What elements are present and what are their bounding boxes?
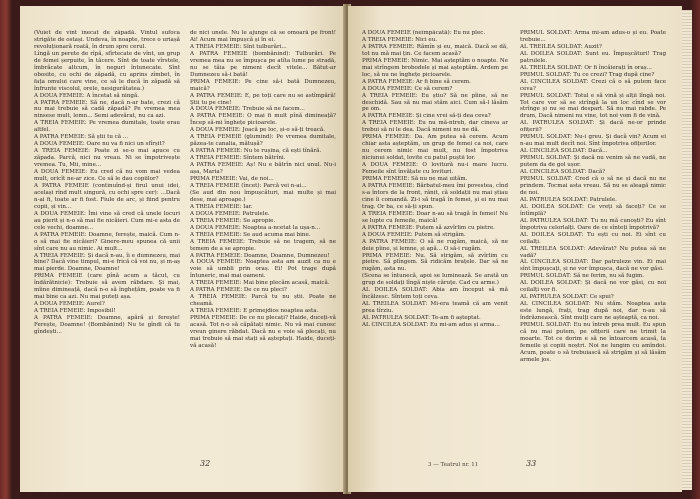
page-edges [682, 10, 692, 490]
left-page-column-2: de nici unele. Nu le ajunge că se omoară pe front! Ai! Acum mai împușcă și în ei. A TREIA FEMEIE: Sînt tulburări... A PATRA FEMEIE (bombănind): Tulburări. Pe vremea mea nu se împușca pe atîta lume pe stradă, nu se tăia pe nimeni decît vitele... Bătut-ar Dumnezeu să-i bată! PRIMA FEMEIE: Pe cine să-i bată Dumnezeu, maică? A PATRA FEMEIE: E, pe toți care nu se astîmpără! Știi tu pe cine! A DOUA FEMEIE: Trebuie să ne facem... A PATRA FEMEIE: O mai fi mult pînă dimineață? Încep să-mi înghețe picioarele. A DOUA FEMEIE: Joacă pe loc, și-o să-ți treacă. A TREIA FEMEIE (glumind): Pe vremea dumitale, păzea-te canalia, mătușă? A PATRA FEMEIE: Nu te rușina, că ești tînără. A TREIA FEMEIE: Sîntem bătrîni. A PATRA FEMEIE: Aș! Nu e bătrîn nici unul. Nu-i așa, Maria? PRIMA FEMEIE: Vai, de noi... A TREIA FEMEIE (încet): Parcă vei n-ai... (Se aud din nou împușcături, mai multe și mai dese, mai aproape.) A TREIA FEMEIE: Iar. A DOUA FEMEIE: Patrulele. A TREIA FEMEIE: Se apropie. A DOUA FEMEIE: Noaptea a-ncetat la ușa-n... A TREIA FEMEIE: Se aud acuma mai bine. A TREIA FEMEIE: Trebuie să ne tragem, să ne temem de a se apropie. A PATRA FEMEIE: Doamne, Doamne, Dumnezeu! A DOUA FEMEIE: Noaptea asta am auzit ca nu e voie să umbli prin oraș. Ei! Pot trage după întuneric, mai mai oameni. A TREIA FEMEIE: Mai bine plecăm acasă, maică. A PATRA FEMEIE: De ce nu pleci? A TREIA FEMEIE: Parcă tu nu știi. Poate ne cheamă. A TREIA FEMEIE: E primejdios noaptea asta. PRIMA FEMEIE: De ce nu plecați? Haide, duceți-vă acasă. Tot n-o să căpătați nimic. Nu vă mai cunosc vreun ginere răbdat. Dacă nu e voie să plecați, nu mai trebuie să mai stați să așteptați. Haide, duceți-vă acasă! [190, 30, 336, 349]
right-page-column-2: PRIMUL SOLDAT: Arma mi-am adus-o și eu. Poate trebuie... AL TREILEA SOLDAT: Auzit? AL DOILEA SOLDAT: Sunt eu. Împușcături! Trag patrulele. AL TREILEA SOLDAT: Or fi încăierați în oraș... PRIMUL SOLDAT: Tu ce crezi? Trag după cine? AL CINCILEA SOLDAT: Crezi că o să putem face ceva? PRIMUL SOLDAT: Totul e să vină și alții lîngă noi. Tot care vor să se strîngă la un loc cînd se vor strînge și nu se mai despart. Să nu mai rabde. Pe drum, Dacă nimeni nu vine, tot noi vom fi de vină. AL PATRULEA SOLDAT: Și dacă ne-or prinde ofițerii? PRIMUL SOLDAT: Nu-i greu. Și dacă vin? Acum ei n-au mai mult decît noi. Sînt împotriva ofițerilor. AL CINCILEA SOLDAT: Dacă... PRIMUL SOLDAT: Și dacă nu venim să ne vadă, ne putem da de gol ușor. AL CINCILEA SOLDAT: Dacă? PRIMUL SOLDAT: Cred că o să ne și dacă nu ne prindem. Tocmai asta vreau. Să nu se aleagă nimic de noi. AL PATRULEA SOLDAT: Patrulele. AL DOILEA SOLDAT: Ce vreți să faceți? Ce se întîmplă? AL PATRULEA SOLDAT: Tu nu mă cunoști? Eu sînt împotriva celorlalți. Oare de ce sînteți împotrivă? AL DOILEA SOLDAT: Tu ești cu noi. Ei sînt cu ceilalți. AL TREILEA SOLDAT: Adevărat? Nu putea să ne vadă? AL CINCILEA SOLDAT: Dar patruleze vin. Ei mai sînt împușcați, și ne vor împușca, dacă ne vor găsi. PRIMUL SOLDAT: Să ne ferim, nu să fugim. AL DOILEA SOLDAT: Și dacă ne vor găsi, cu noi ceilalți vor fi. AL PATRULEA SOLDAT: Ce spui? AL CINCILEA SOLDAT: Nu stăm. Noaptea asta este lungă, frați, trag după noi, dar n-au să îndrăznească. Sînt mulți care ne așteaptă, ca noi. PRIMUL SOLDAT: Eu nu întreb prea mult. Eu spun că nu mai putem, pe ofițerii care ne trimit la moarte. Tot ce dorim e să ne întoarcem acasă, la femeile și copiii noștri. Noi ne lungim cu amîndoi. Acum, poate o să trebuiască să strigăm și să lăsăm armele jos. [520, 30, 666, 363]
left-page [20, 6, 346, 492]
right-page-column-1: A DOUA FEMEIE (neîmpăcată): Eu nu plec. A TREIA FEMEIE: Nici eu. A PATRA FEMEIE: Rămîn și eu, maică. Dacă se dă, tot nu mă mai țin. Ce facem acasă? PRIMA FEMEIE: Nimic. Mai așteptăm o noapte. Ne mai strîngem brobodele și mai așteptăm. Ardem pe loc, să nu ne înghețe picioarele. A PATRA FEMEIE: Ar fi bine să cerem. A DOUA FEMEIE: Ce să cerem? A TREIA FEMEIE: Eu știu? Să ne pîine, să ne deschidă. Sau să nu mai stăm aici. Cum să-l lăsăm pe om. A PATRA FEMEIE: Și cine vrei să-ți dea ceva? A TREIA FEMEIE: Eu nu mă-ntreb, dar cineva ar trebui să ni le dea. Dacă nimeni nu ne dă. PRIMA FEMEIE: Da. Am putea să cerem. Acum chiar asta așteptăm, un grup de femei ca noi, care nu cerem nimic mai mult, nu fost împotriva niciunui soldat, lovite cu patul puștii lor. A DOUA FEMEIE: O lovitură nu-i mare lucru. Femeile sînt învățate cu lovituri. PRIMA FEMEIE: Să nu ne mai uităm. A PATRA FEMEIE: Bărbatul-meu îmi povestea, cînd s-a întors de la front, rănit, că soldații nu mai știau cine îi comandă. Zi-i să tragă în femei, și ei nu mai trag. Or ba, ce să-ți spun. A TREIA FEMEIE: Doar n-au să tragă în femei! Nu se lupte cu femeile, maică! A PATRA FEMEIE: Putem să azvîrlim cu pietre. A DOUA FEMEIE: Putem să strigăm. A PATRA FEMEIE: O să ne rugăm, maică, să ne deie pîine, și lemne, și apă... O să-i rugăm. PRIMA FEMEIE: Nu. Să strigăm, să zvîrlim cu pietre. Să plîngem. Să ridicăm brațele. Dar să ne rugăm, asta nu. (Scena se întunecă, apoi se luminează. Se arată un grup de soldați lîngă niște căruțe. Cad cu arme.) AL DOILEA SOLDAT: Abia am început să mă încălzesc. Sîntem toți ceva. AL TREILEA SOLDAT: Mi-era teamă că am venit prea tîrziu. AL PATRULEA SOLDAT: Te-am fi așteptat. AL CINCILEA SOLDAT: Eu mi-am adus și arma... [362, 30, 508, 329]
right-page [348, 6, 682, 492]
right-page-number: 33 [526, 459, 537, 468]
signature-mark: 3 — Teatrul nr. 11 [428, 462, 479, 468]
left-page-column-1: (Vuiet de vînt înecat de zăpadă. Vîntul sufoca strigăte de ostași. Undeva, în noapte, trece o uriașă revoluționară roată, în drum spre cerul. Lîngă un perete de rîpă, sfîrtecate de vînt, un grup de femei șerpuite, în tăcere. Sînt de toate vîrstele, îmbrăcate altcum, în neguri întunecate. Sînt obosite, cu ochi de zăpadă, cu aprins zîmbet, în fața omului care vine, ce să le ducă în zăpadă să înfrunte viscolul, orele, nesigurătatea.) A DOUA FEMEIE: A încetat să ningă. A PATRA FEMEIE: Să ne, dacă n-ar bate, crezi că nu mai trebuie să cadă zăpadă? Pe vremea mea ninsese mult, lemn... Semi adevărat, nu ca azi. A TREIA FEMEIE: Pe vremea dumitale, toate erau altfel. A PATRA FEMEIE: Să știi tu că ... A DOUA FEMEIE: Oare nu va fi nici un sfîrșit? A TREIA FEMEIE: Poate zi se-o mai apuce cu zăpada. Parcă, nici nu vreau. Ni se împotrivește vremea. Tu, Mii, mine... A DOUA FEMEIE: Eu cred că nu vom mai vedea mult, oricît ne-ar zice. Ce să le dau copiilor? A PATRA FEMEIE (continuînd-și firul unui idei, același rînd mult singură, cu ochi spre cer): ...Dacă n-ai fi, toate ar fi fost. Fiule de arc, și fiind pentru copii, și vin... A DOUA FEMEIE: Îmi vine să cred că unele locuri au pierit și n-o să mai fie nicăieri. Cum mi-e asta de cele vechi, doamne... A PATRA FEMEIE: Doamne, ferește, maică. Cum n-o să mai fie nicăieri? Ginere-meu spunea că unii sînt care nu au nimic. Ai mult... A TREIA FEMEIE: Și dacă n-au, îi e dumnezeu, mai bine? Dacă vine timpul, mi-e frică că voi nu, și m-aș mai pierde. Doamne, Doamne! PRIMA FEMEIE (care pînă acum a tăcut, cu îndărătnicie): Trebuie să avem răbdare. Și mai, mîine dimineață, dacă n-o să înghețăm, poate va fi mai bine ca azi. Nu mai puteți așa. A DOUA FEMEIE: Aurel? A TREIA FEMEIE: Imposibil! A PATRA FEMEIE: Doamne, apără și ferește! Ferește, Doamne! (Bombănind) Nu te gîndi că tu gîndești... [34, 30, 180, 335]
left-page-number: 32 [200, 459, 211, 468]
